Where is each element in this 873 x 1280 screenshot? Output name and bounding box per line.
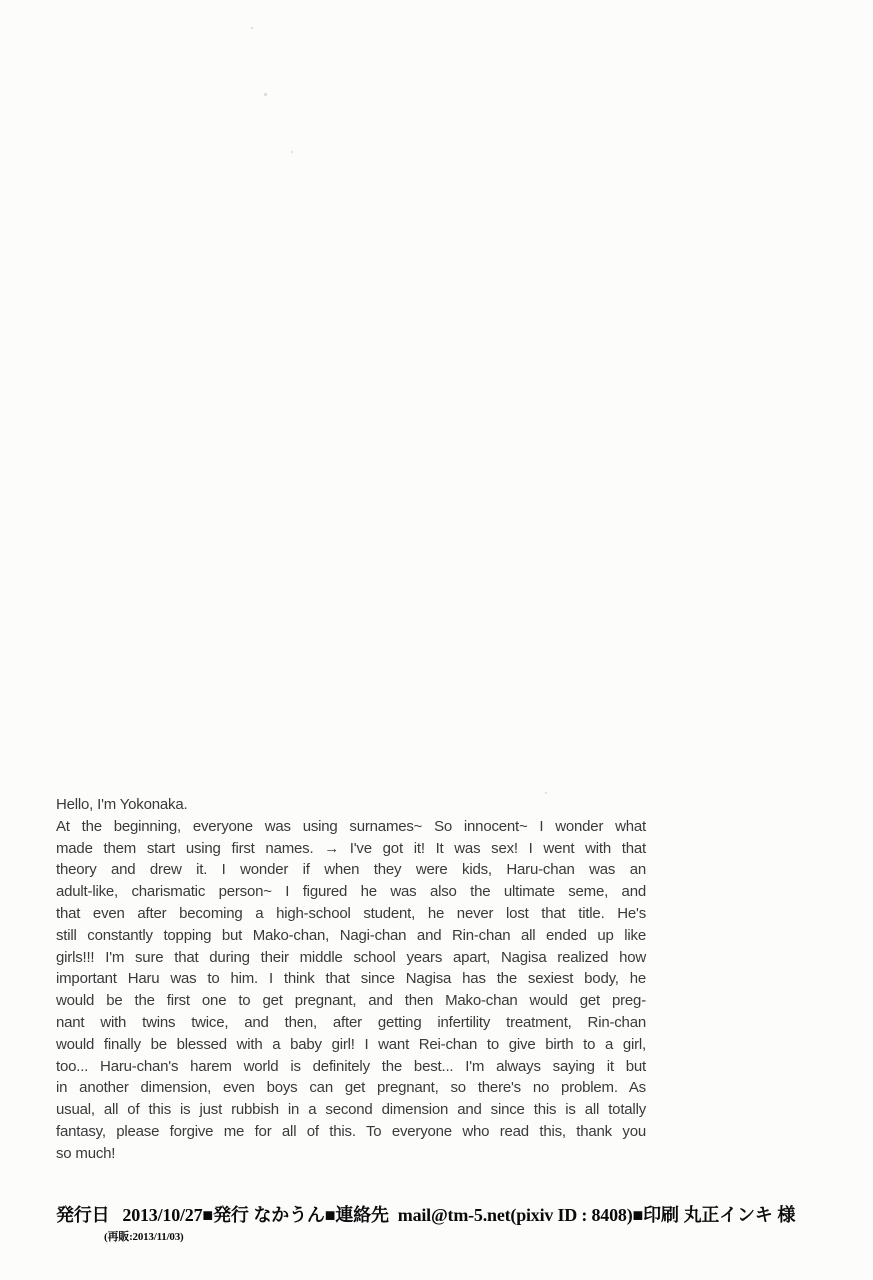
publish-date-label: 発行日 xyxy=(56,1205,110,1225)
afterword-text xyxy=(56,794,646,1165)
paper-speck xyxy=(291,151,293,153)
afterword-line: usual, all of this is just rubbish in a second dimension and since this is all totally xyxy=(56,1101,646,1119)
afterword-line: important Haru was to him. I think that since Nagisa has the sexiest body, he xyxy=(56,970,646,988)
afterword-line: made them start using first names. → I've got it! It was sex! I went with that xyxy=(56,839,646,857)
colophon xyxy=(56,1201,856,1244)
afterword-line: adult-like, charismatic person~ I figured he was also the ultimate seme, and xyxy=(56,883,646,901)
printer-credit: ■印刷 丸正インキ 様 xyxy=(632,1205,796,1225)
afterword-line: still constantly topping but Mako-chan, Nagi-chan and Rin-chan all ended up like xyxy=(56,926,646,944)
reprint-note: (再販:2013/11/03) xyxy=(104,1231,184,1243)
afterword-line: would be the first one to get pregnant, and then Mako-chan would get preg- xyxy=(56,992,646,1010)
afterword-line: girls!!! I'm sure that during their middle school years apart, Nagisa realized how xyxy=(56,948,646,966)
publisher-contact-labels: ■発行 なかうん■連絡先 xyxy=(202,1205,389,1225)
colophon-line xyxy=(56,1201,856,1227)
contact-email: mail@tm-5.net(pixiv ID : 8408) xyxy=(397,1205,633,1225)
afterword-line: Hello, I'm Yokonaka. xyxy=(56,796,188,813)
paper-speck xyxy=(264,93,267,96)
afterword-line: too... Haru-chan's harem world is definitely the best... I'm always saying it but xyxy=(56,1057,646,1075)
afterword-line: that even after becoming a high-school student, he never lost that title. He's xyxy=(56,904,646,922)
afterword-line: theory and drew it. I wonder if when they were kids, Haru-chan was an xyxy=(56,861,646,879)
paper-speck xyxy=(251,27,253,29)
afterword-line: nant with twins twice, and then, after getting infertility treatment, Rin-chan xyxy=(56,1013,646,1031)
afterword-line: fantasy, please forgive me for all of this. To everyone who read this, thank you xyxy=(56,1122,646,1140)
afterword-line: would finally be blessed with a baby girl! I want Rei-chan to give birth to a girl, xyxy=(56,1035,646,1053)
afterword-line: so much! xyxy=(56,1144,116,1162)
afterword-line: At the beginning, everyone was using surnames~ So innocent~ I wonder what xyxy=(56,817,646,835)
afterword-line: in another dimension, even boys can get pregnant, so there's no problem. As xyxy=(56,1079,646,1097)
publish-date: 2013/10/27 xyxy=(122,1205,203,1225)
